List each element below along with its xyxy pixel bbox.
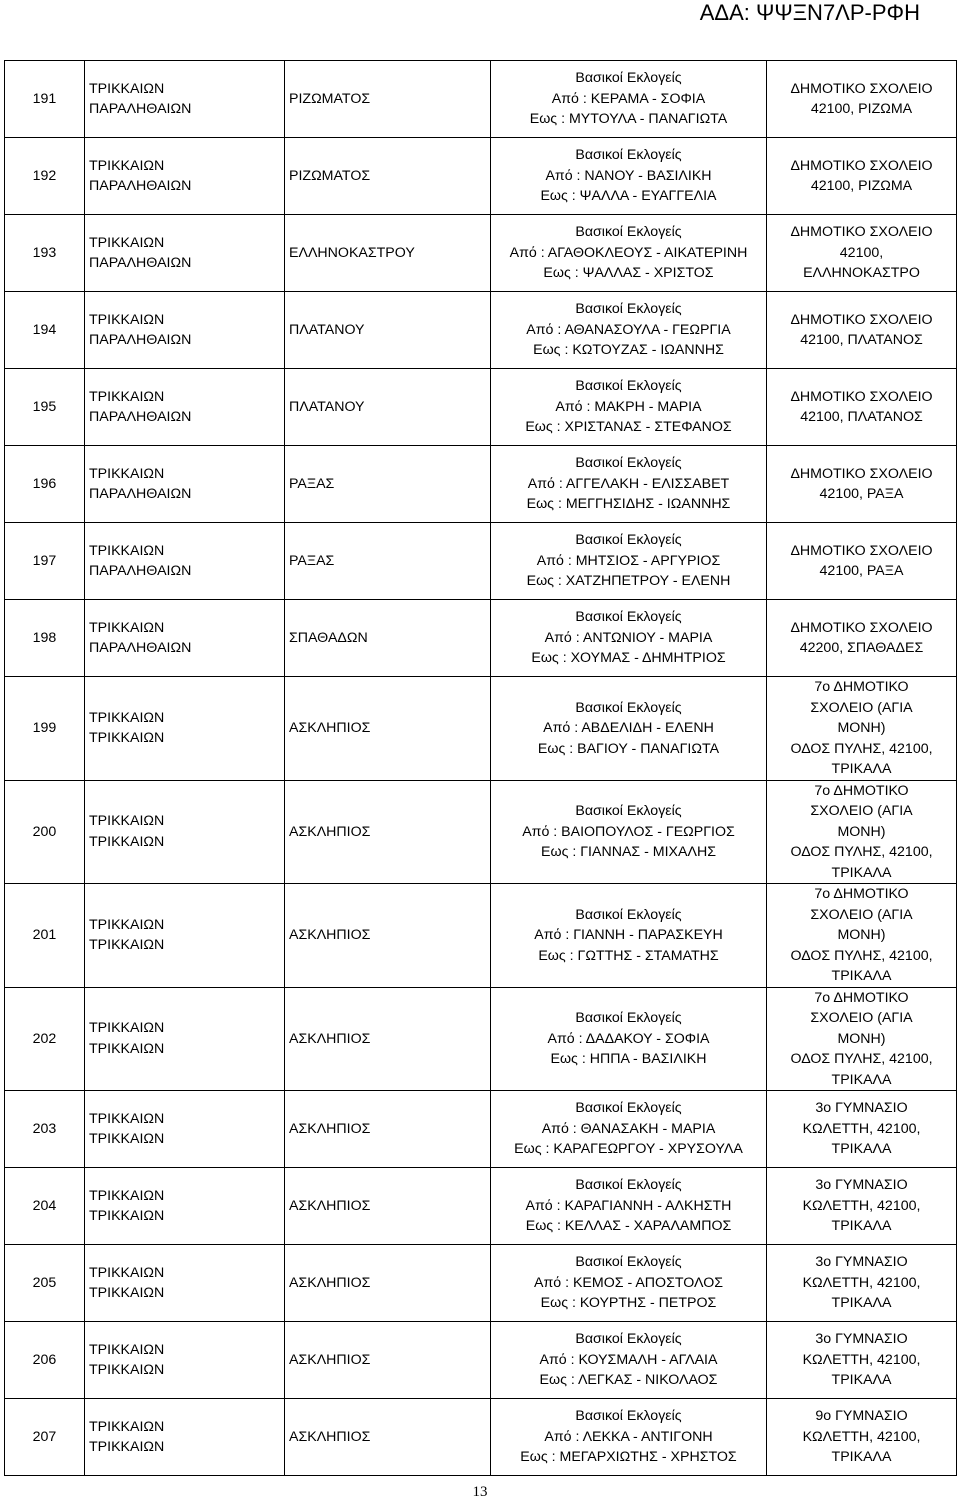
voter-range-line: Βασικοί Εκλογείς [575,803,682,819]
municipality-cell [85,215,285,292]
polling-location-line: 42100, ΡΙΖΩΜΑ [810,101,913,117]
table-row [5,600,957,677]
table-row [5,446,957,523]
polling-location-line: ΤΡΙΚΑΛΑ [831,1141,892,1158]
municipality-line: ΤΡΙΚΚΑΙΩΝ [89,730,165,747]
voter-range-cell [491,987,767,1091]
polling-location-cell [767,61,957,138]
voter-range-line: Εως : ΜΕΓΑΡΧΙΩΤΗΣ - ΧΡΗΣΤΟΣ [520,1449,737,1466]
polling-location-line: ΤΡΙΚΑΛΑ [831,1372,892,1389]
municipality-cell [85,987,285,1091]
polling-location-line: ΟΔΟΣ ΠΥΛΗΣ, 42100, [790,844,933,860]
polling-location-cell [767,677,957,781]
polling-location-line: ΔΗΜΟΤΙΚΟ ΣΧΟΛΕΙΟ [790,542,933,559]
station-number-cell: 200 [5,780,85,884]
municipality-cell [85,61,285,138]
voter-range-cell [491,61,767,138]
municipality-line: ΤΡΙΚΚΑΙΩΝ [89,1110,165,1127]
voter-range-line: Από : ΑΝΤΩΝΙΟΥ - ΜΑΡΙΑ [544,629,713,646]
district-cell: ΡΙΖΩΜΑΤΟΣ [285,61,491,138]
polling-location-line: ΤΡΙΚΑΛΑ [831,1218,892,1235]
table-row [5,523,957,600]
polling-location-line: ΜΟΝΗ) [837,1030,886,1047]
voter-range-line: Εως : ΚΕΛΛΑΣ - ΧΑΡΑΛΑΜΠΟΣ [525,1218,732,1235]
district-cell: ΑΣΚΛΗΠΙΟΣ [285,780,491,884]
voter-range-line: Εως : ΚΩΤΟΥΖΑΣ - ΙΩΑΝΝΗΣ [533,342,724,359]
voter-range-line: Βασικοί Εκλογείς [575,1254,682,1271]
voter-range-line: Εως : ΛΕΓΚΑΣ - ΝΙΚΟΛΑΟΣ [539,1372,718,1389]
polling-location-line: ΣΧΟΛΕΙΟ (ΑΓΙΑ [810,699,913,716]
municipality-line: ΤΡΙΚΚΑΙΩΝ [89,542,165,559]
station-number-cell: 203 [5,1091,85,1168]
polling-location-line: ΜΟΝΗ) [837,927,886,943]
voter-range-line: Εως : ΧΑΤΖΗΠΕΤΡΟΥ - ΕΛΕΝΗ [526,573,731,590]
ada-code: ΑΔΑ: ΨΨΞΝ7ΛΡ-ΡΦΗ [699,0,920,25]
voter-range-line: Βασικοί Εκλογείς [575,699,682,716]
voter-range-line: Βασικοί Εκλογείς [575,224,682,241]
voter-range-line: Από : ΑΓΑΘΟΚΛΕΟΥΣ - ΑΙΚΑΤΕΡΙΝΗ [509,244,748,261]
station-number-cell: 195 [5,369,85,446]
polling-location-line: ΜΟΝΗ) [837,720,886,736]
polling-location-line: 42100, ΡΙΖΩΜΑ [810,178,913,194]
station-number-cell: 193 [5,215,85,292]
district-cell: ΕΛΛΗΝΟΚΑΣΤΡΟΥ [285,215,491,292]
polling-location-line: 42100, ΠΛΑΤΑΝΟΣ [800,409,923,425]
polling-location-line: ΤΡΙΚΑΛΑ [831,1295,892,1312]
polling-location-line: ΜΟΝΗ) [837,823,886,840]
voter-range-cell [491,446,767,523]
polling-stations-table [4,60,957,1476]
voter-range-line: Εως : ΧΟΥΜΑΣ - ΔΗΜΗΤΡΙΟΣ [531,650,726,667]
polling-location-line: 3ο ΓΥΜΝΑΣΙΟ [815,1331,908,1348]
polling-location-line: 42100, [839,244,884,261]
voter-range-line: Από : ΑΒΔΕΛΙΔΗ - ΕΛΕΝΗ [543,720,714,736]
station-number-cell: 194 [5,292,85,369]
polling-location-line: ΟΔΟΣ ΠΥΛΗΣ, 42100, [790,740,933,757]
municipality-cell [85,600,285,677]
district-cell: ΠΛΑΤΑΝΟΥ [285,292,491,369]
polling-location-cell [767,1399,957,1476]
polling-location-line: 3ο ΓΥΜΝΑΣΙΟ [815,1254,908,1271]
voter-range-line: Από : ΚΟΥΣΜΑΛΗ - ΑΓΛΑΙΑ [539,1351,718,1368]
district-cell: ΡΙΖΩΜΑΤΟΣ [285,138,491,215]
municipality-line: ΤΡΙΚΚΑΙΩΝ [89,1208,165,1224]
page-number: 13 [472,1484,488,1500]
municipality-line: ΤΡΙΚΚΑΙΩΝ [89,1131,165,1147]
table-row [5,1399,957,1476]
municipality-cell [85,1322,285,1399]
municipality-line: ΤΡΙΚΚΑΙΩΝ [89,619,165,636]
polling-location-cell [767,523,957,600]
voter-range-line: Από : ΔΑΔΑΚΟΥ - ΣΟΦΙΑ [547,1030,710,1047]
municipality-line: ΠΑΡΑΛΗΘΑΙΩΝ [89,255,192,271]
voter-range-line: Βασικοί Εκλογείς [575,70,682,87]
table-row [5,215,957,292]
municipality-line: ΤΡΙΚΚΑΙΩΝ [89,1040,165,1057]
municipality-line: ΤΡΙΚΚΑΙΩΝ [89,311,165,328]
voter-range-line: Από : ΚΑΡΑΓΙΑΝΝΗ - ΑΛΚΗΣΤΗ [525,1197,732,1214]
voter-range-cell [491,1322,767,1399]
polling-location-line: 42100, ΠΛΑΤΑΝΟΣ [800,332,923,348]
polling-location-cell [767,1245,957,1322]
polling-location-cell [767,138,957,215]
district-cell: ΑΣΚΛΗΠΙΟΣ [285,1168,491,1245]
polling-location-line: ΟΔΟΣ ΠΥΛΗΣ, 42100, [790,1051,933,1067]
station-number-cell: 199 [5,677,85,781]
polling-location-line: ΚΩΛΕΤΤΗ, 42100, [802,1428,921,1445]
voter-range-cell [491,215,767,292]
district-cell: ΑΣΚΛΗΠΙΟΣ [285,987,491,1091]
table-row [5,369,957,446]
voter-range-line: Από : ΓΙΑΝΝΗ - ΠΑΡΑΣΚΕΥΗ [534,927,723,943]
voter-range-cell [491,677,767,781]
polling-location-line: ΔΗΜΟΤΙΚΟ ΣΧΟΛΕΙΟ [790,465,933,482]
district-cell: ΑΣΚΛΗΠΙΟΣ [285,884,491,988]
district-cell: ΑΣΚΛΗΠΙΟΣ [285,1091,491,1168]
district-cell: ΣΠΑΘΑΔΩΝ [285,600,491,677]
voter-range-line: Από : ΜΑΚΡΗ - ΜΑΡΙΑ [555,398,702,415]
voter-range-line: Εως : ΨΑΛΛΑ - ΕΥΑΓΓΕΛΙΑ [540,188,717,205]
municipality-line: ΠΑΡΑΛΗΘΑΙΩΝ [89,640,192,656]
polling-location-line: 42100, ΡΑΞΑ [819,563,904,579]
station-number-cell: 206 [5,1322,85,1399]
polling-location-line: ΣΧΟΛΕΙΟ (ΑΓΙΑ [810,1010,913,1026]
municipality-line: ΠΑΡΑΛΗΘΑΙΩΝ [89,332,192,348]
municipality-line: ΤΡΙΚΚΑΙΩΝ [89,1285,165,1301]
municipality-line: ΠΑΡΑΛΗΘΑΙΩΝ [89,178,192,194]
voter-range-line: Βασικοί Εκλογείς [575,906,682,923]
voter-range-line: Βασικοί Εκλογείς [575,455,682,472]
polling-location-line: ΔΗΜΟΤΙΚΟ ΣΧΟΛΕΙΟ [790,388,933,405]
voter-range-line: Εως : ΧΡΙΣΤΑΝΑΣ - ΣΤΕΦΑΝΟΣ [525,419,732,436]
voter-range-cell [491,292,767,369]
voter-range-line: Βασικοί Εκλογείς [575,532,682,549]
municipality-line: ΤΡΙΚΚΑΙΩΝ [89,709,165,726]
voter-range-line: Από : ΝΑΝΟΥ - ΒΑΣΙΛΙΚΗ [545,167,712,184]
voter-range-line: Από : ΚΕΡΑΜΑ - ΣΟΦΙΑ [551,90,706,107]
polling-location-cell [767,780,957,884]
district-cell: ΡΑΞΑΣ [285,446,491,523]
table-row [5,987,957,1091]
voter-range-line: Βασικοί Εκλογείς [575,609,682,626]
voter-range-cell [491,1245,767,1322]
municipality-line: ΤΡΙΚΚΑΙΩΝ [89,1418,165,1435]
voter-range-cell [491,1168,767,1245]
polling-location-line: 7ο ΔΗΜΟΤΙΚΟ [814,782,909,799]
polling-location-line: ΤΡΙΚΑΛΑ [831,864,892,881]
municipality-cell [85,1168,285,1245]
voter-range-line: Εως : ΗΠΠΑ - ΒΑΣΙΛΙΚΗ [550,1051,707,1067]
municipality-cell [85,1399,285,1476]
voter-range-cell [491,138,767,215]
polling-location-cell [767,369,957,446]
municipality-line: ΠΑΡΑΛΗΘΑΙΩΝ [89,409,192,425]
municipality-line: ΤΡΙΚΚΑΙΩΝ [89,157,165,174]
municipality-line: ΤΡΙΚΚΑΙΩΝ [89,388,165,405]
polling-location-cell [767,1322,957,1399]
voter-range-line: Από : ΑΘΑΝΑΣΟΥΛΑ - ΓΕΩΡΓΙΑ [526,321,731,338]
polling-location-cell [767,292,957,369]
station-number-cell: 197 [5,523,85,600]
municipality-cell [85,677,285,781]
voter-range-line: Βασικοί Εκλογείς [575,1331,682,1348]
voter-range-cell [491,1399,767,1476]
voter-range-line: Από : ΘΑΝΑΣΑΚΗ - ΜΑΡΙΑ [541,1120,716,1137]
municipality-line: ΤΡΙΚΚΑΙΩΝ [89,937,165,954]
polling-location-line: ΤΡΙΚΑΛΑ [831,1449,892,1466]
municipality-cell [85,292,285,369]
polling-location-line: 9ο ΓΥΜΝΑΣΙΟ [815,1408,908,1425]
polling-location-line: ΣΧΟΛΕΙΟ (ΑΓΙΑ [810,906,913,923]
polling-location-line: ΤΡΙΚΑΛΑ [831,968,892,984]
voter-range-line: Εως : ΒΑΓΙΟΥ - ΠΑΝΑΓΙΩΤΑ [537,740,720,757]
municipality-line: ΠΑΡΑΛΗΘΑΙΩΝ [89,563,192,579]
voter-range-line: Βασικοί Εκλογείς [575,301,682,318]
table-row [5,1322,957,1399]
polling-location-line: ΟΔΟΣ ΠΥΛΗΣ, 42100, [790,947,933,964]
voter-range-line: Βασικοί Εκλογείς [575,147,682,164]
municipality-line: ΠΑΡΑΛΗΘΑΙΩΝ [89,101,192,117]
polling-location-line: ΚΩΛΕΤΤΗ, 42100, [802,1351,921,1368]
table-row [5,138,957,215]
district-cell: ΑΣΚΛΗΠΙΟΣ [285,1322,491,1399]
polling-location-line: ΤΡΙΚΑΛΑ [831,761,892,777]
municipality-cell [85,780,285,884]
polling-location-line: ΔΗΜΟΤΙΚΟ ΣΧΟΛΕΙΟ [790,80,933,97]
station-number-cell: 201 [5,884,85,988]
voter-range-line: Βασικοί Εκλογείς [575,1408,682,1425]
polling-location-line: ΔΗΜΟΤΙΚΟ ΣΧΟΛΕΙΟ [790,619,933,636]
polling-location-cell [767,1168,957,1245]
voter-range-line: Εως : ΨΑΛΛΑΣ - ΧΡΙΣΤΟΣ [543,265,714,282]
voter-range-line: Βασικοί Εκλογείς [575,378,682,395]
station-number-cell: 198 [5,600,85,677]
polling-location-cell [767,987,957,1091]
voter-range-line: Εως : ΓΙΑΝΝΑΣ - ΜΙΧΑΛΗΣ [541,844,716,860]
polling-location-line: 7ο ΔΗΜΟΤΙΚΟ [814,989,909,1006]
municipality-line: ΤΡΙΚΚΑΙΩΝ [89,1264,165,1281]
voter-range-line: Εως : ΜΥΤΟΥΛΑ - ΠΑΝΑΓΙΩΤΑ [529,111,728,128]
voter-range-line: Από : ΚΕΜΟΣ - ΑΠΟΣΤΟΛΟΣ [533,1274,724,1291]
voter-range-cell [491,600,767,677]
municipality-cell [85,369,285,446]
polling-location-line: ΚΩΛΕΤΤΗ, 42100, [802,1120,921,1137]
station-number-cell: 205 [5,1245,85,1322]
table-row [5,884,957,988]
polling-location-line: ΚΩΛΕΤΤΗ, 42100, [802,1197,921,1214]
polling-location-line: ΔΗΜΟΤΙΚΟ ΣΧΟΛΕΙΟ [790,157,933,174]
polling-location-line: 7ο ΔΗΜΟΤΙΚΟ [814,679,909,695]
district-cell: ΑΣΚΛΗΠΙΟΣ [285,677,491,781]
station-number-cell: 196 [5,446,85,523]
voter-range-cell [491,884,767,988]
municipality-line: ΤΡΙΚΚΑΙΩΝ [89,1439,165,1455]
station-number-cell: 204 [5,1168,85,1245]
municipality-cell [85,884,285,988]
municipality-line: ΤΡΙΚΚΑΙΩΝ [89,465,165,482]
voter-range-line: Εως : ΚΟΥΡΤΗΣ - ΠΕΤΡΟΣ [540,1295,717,1312]
municipality-cell [85,138,285,215]
municipality-cell [85,1091,285,1168]
table-row [5,61,957,138]
polling-location-line: ΕΛΛΗΝΟΚΑΣΤΡΟ [803,265,920,282]
polling-location-line: 3ο ΓΥΜΝΑΣΙΟ [815,1100,908,1117]
municipality-line: ΤΡΙΚΚΑΙΩΝ [89,833,165,850]
municipality-line: ΤΡΙΚΚΑΙΩΝ [89,234,165,251]
voter-range-cell [491,369,767,446]
voter-range-line: Εως : ΚΑΡΑΓΕΩΡΓΟΥ - ΧΡΥΣΟΥΛΑ [514,1141,743,1158]
polling-location-line: 7ο ΔΗΜΟΤΙΚΟ [814,886,909,902]
municipality-cell [85,1245,285,1322]
municipality-line: ΤΡΙΚΚΑΙΩΝ [89,813,165,830]
voter-range-cell [491,523,767,600]
voter-range-line: Βασικοί Εκλογείς [575,1177,682,1194]
table-row [5,677,957,781]
polling-location-cell [767,600,957,677]
table-row [5,292,957,369]
table-row [5,1168,957,1245]
polling-location-line: ΔΗΜΟΤΙΚΟ ΣΧΟΛΕΙΟ [790,224,933,241]
table-row [5,1091,957,1168]
voter-range-line: Εως : ΜΕΓΓΗΣΙΔΗΣ - ΙΩΑΝΝΗΣ [526,496,731,513]
municipality-line: ΤΡΙΚΚΑΙΩΝ [89,1341,165,1358]
district-cell: ΑΣΚΛΗΠΙΟΣ [285,1245,491,1322]
voter-range-line: Βασικοί Εκλογείς [575,1010,682,1026]
voter-range-cell [491,780,767,884]
station-number-cell: 202 [5,987,85,1091]
table-row [5,780,957,884]
polling-location-line: 3ο ΓΥΜΝΑΣΙΟ [815,1177,908,1194]
polling-location-line: ΤΡΙΚΑΛΑ [831,1071,892,1088]
municipality-line: ΤΡΙΚΚΑΙΩΝ [89,916,165,933]
municipality-line: ΠΑΡΑΛΗΘΑΙΩΝ [89,486,192,502]
district-cell: ΠΛΑΤΑΝΟΥ [285,369,491,446]
table-row [5,1245,957,1322]
district-cell: ΡΑΞΑΣ [285,523,491,600]
polling-location-cell [767,884,957,988]
polling-location-cell [767,1091,957,1168]
station-number-cell: 207 [5,1399,85,1476]
polling-location-line: 42100, ΡΑΞΑ [819,486,904,502]
polling-location-cell [767,215,957,292]
polling-location-line: 42200, ΣΠΑΘΑΔΕΣ [799,640,924,656]
municipality-line: ΤΡΙΚΚΑΙΩΝ [89,1020,165,1037]
table-body [5,61,957,1476]
voter-range-line: Από : ΛΕΚΚΑ - ΑΝΤΙΓΟΝΗ [544,1428,713,1445]
municipality-cell [85,523,285,600]
voter-range-line: Από : ΜΗΤΣΙΟΣ - ΑΡΓΥΡΙΟΣ [536,552,721,569]
polling-location-line: ΣΧΟΛΕΙΟ (ΑΓΙΑ [810,803,913,819]
voter-range-line: Βασικοί Εκλογείς [575,1100,682,1117]
voter-range-line: Από : ΑΓΓΕΛΑΚΗ - ΕΛΙΣΣΑΒΕΤ [527,475,730,492]
polling-location-line: ΚΩΛΕΤΤΗ, 42100, [802,1274,921,1291]
polling-location-cell [767,446,957,523]
polling-location-line: ΔΗΜΟΤΙΚΟ ΣΧΟΛΕΙΟ [790,311,933,328]
district-cell: ΑΣΚΛΗΠΙΟΣ [285,1399,491,1476]
station-number-cell: 191 [5,61,85,138]
municipality-line: ΤΡΙΚΚΑΙΩΝ [89,1187,165,1204]
station-number-cell: 192 [5,138,85,215]
voter-range-cell [491,1091,767,1168]
municipality-line: ΤΡΙΚΚΑΙΩΝ [89,80,165,97]
voter-range-line: Από : ΒΑΙΟΠΟΥΛΟΣ - ΓΕΩΡΓΙΟΣ [522,823,735,840]
municipality-cell [85,446,285,523]
municipality-line: ΤΡΙΚΚΑΙΩΝ [89,1362,165,1378]
voter-range-line: Εως : ΓΩΤΤΗΣ - ΣΤΑΜΑΤΗΣ [538,947,719,964]
